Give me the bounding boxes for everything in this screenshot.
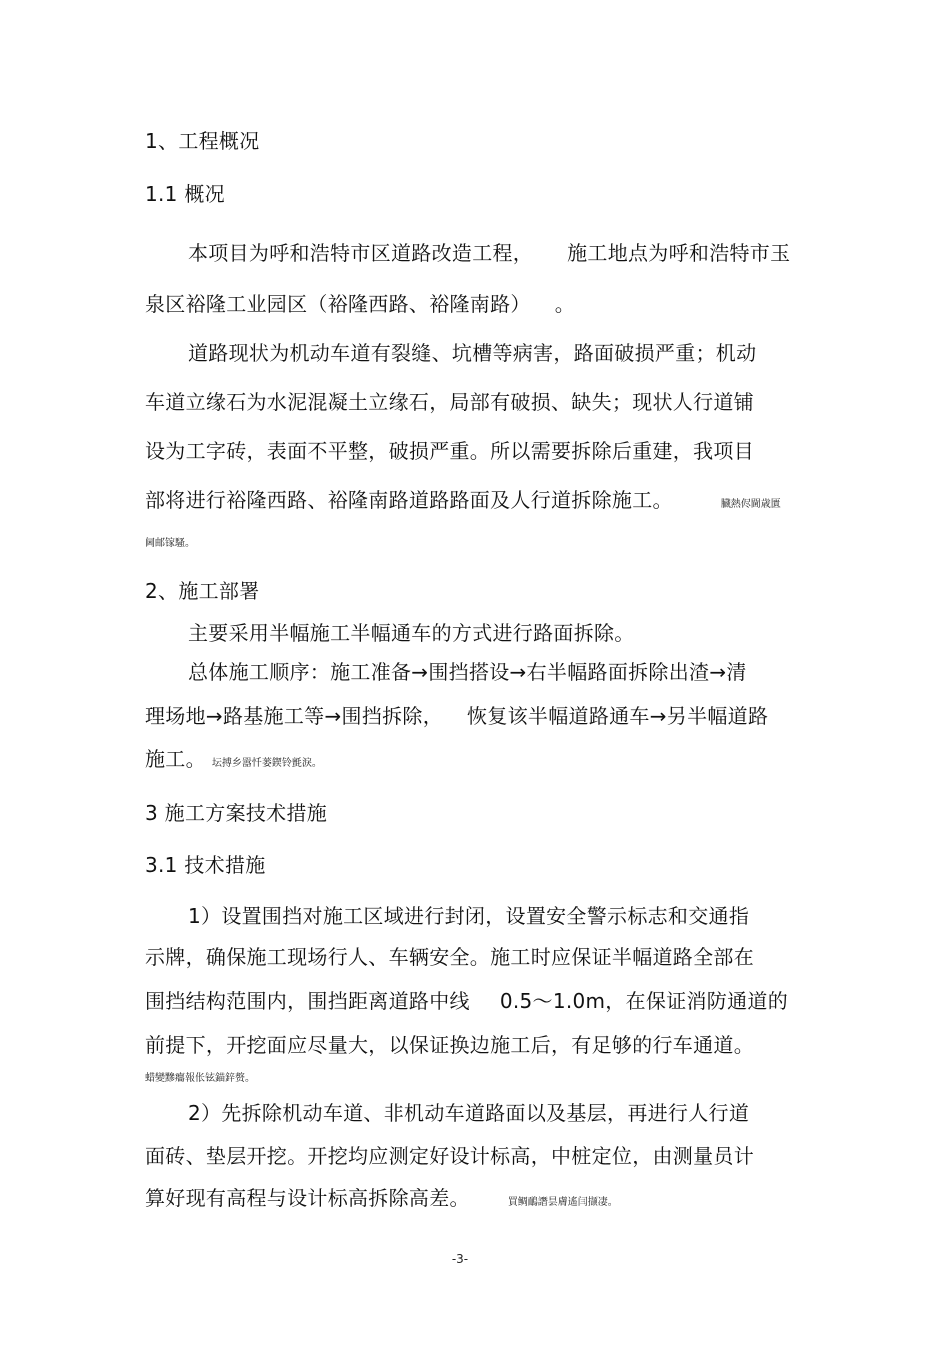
garbled-text: 坛搏乡嚣忏蒌鍥铃氈淚。	[211, 758, 322, 769]
paragraph-4-line-2	[145, 703, 768, 729]
garbled-text: 臓熱侭閫歳匱	[720, 499, 781, 510]
text-run: 0.5～1.0m，在保证消防通道的	[499, 989, 789, 1013]
paragraph-1-line-2	[145, 291, 575, 317]
text-run: 算好现有高程与设计标高拆除高差。	[145, 1186, 470, 1210]
paragraph-4-line-1: 总体施工顺序：施工准备→围挡搭设→右半幅路面拆除出渣→清	[188, 660, 747, 684]
section-heading-2: 2、施工部署	[145, 579, 260, 603]
text-run: 泉区裕隆工业园区（裕隆西路、裕隆南路）	[145, 292, 531, 316]
text-run: 理场地→路基施工等→围挡拆除，	[145, 704, 444, 728]
paragraph-4-line-3	[145, 746, 322, 772]
paragraph-3: 主要采用半幅施工半幅通车的方式进行路面拆除。	[188, 621, 635, 645]
paragraph-5-line-1: 1）设置围挡对施工区域进行封闭，设置安全警示标志和交通指	[188, 904, 750, 928]
text-run: 施工。	[145, 747, 206, 771]
page-number: -3-	[451, 1252, 469, 1266]
text-run: 恢复该半幅道路通车→另半幅道路	[467, 704, 769, 728]
paragraph-2-line-3: 设为工字砖，表面不平整，破损严重。所以需要拆除后重建，我项目	[145, 439, 754, 463]
subsection-heading-1-1: 1.1 概况	[145, 182, 225, 206]
paragraph-5-line-2: 示牌，确保施工现场行人、车辆安全。施工时应保证半幅道路全部在	[145, 945, 754, 969]
text-run: 本项目为呼和浩特市区道路改造工程，	[188, 241, 534, 265]
paragraph-2-line-1: 道路现状为机动车道有裂缝、坑槽等病害，路面破损严重；机动	[188, 341, 757, 365]
text-run: 。	[554, 292, 576, 316]
garbled-text: 買鲷鴯譖昙膚遙闫撷凄。	[507, 1197, 618, 1208]
section-heading-3: 3 施工方案技术措施	[145, 801, 328, 825]
garbled-text-line: 阃邮镓騷。	[145, 538, 195, 549]
paragraph-6-line-2: 面砖、垫层开挖。开挖均应测定好设计标高，中桩定位，由测量员计	[145, 1144, 754, 1168]
paragraph-6-line-3	[145, 1185, 618, 1211]
paragraph-1-line-1	[188, 240, 790, 266]
garbled-text-line: 蜡變黲癟報伥铉錨鋅赘。	[145, 1073, 255, 1084]
text-run: 部将进行裕隆西路、裕隆南路道路路面及人行道拆除施工。	[145, 488, 673, 512]
paragraph-5-line-4: 前提下，开挖面应尽量大，以保证换边施工后，有足够的行车通道。	[145, 1033, 754, 1057]
paragraph-5-line-3	[145, 988, 788, 1014]
paragraph-2-line-2: 车道立缘石为水泥混凝土立缘石，局部有破损、缺失；现状人行道铺	[145, 390, 754, 414]
text-run: 围挡结构范围内，围挡距离道路中线	[145, 989, 470, 1013]
subsection-heading-3-1: 3.1 技术措施	[145, 853, 266, 877]
text-run: 施工地点为呼和浩特市玉	[567, 241, 791, 265]
section-heading-1: 1、工程概况	[145, 129, 260, 153]
paragraph-6-line-1: 2）先拆除机动车道、非机动车道路面以及基层，再进行人行道	[188, 1101, 750, 1125]
paragraph-2-line-4	[145, 487, 781, 513]
